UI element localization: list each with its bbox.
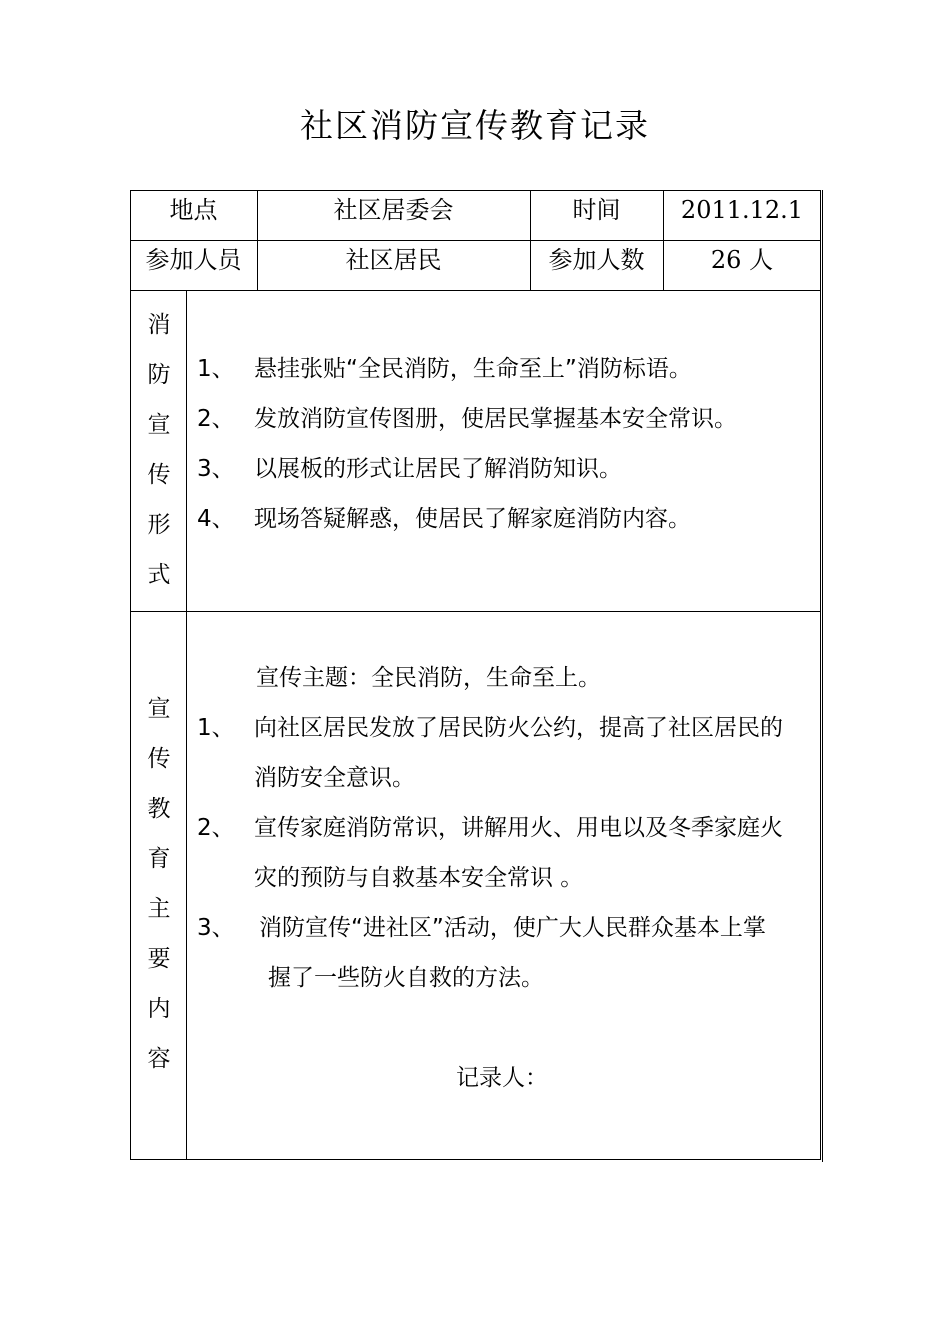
- location-label: 地点: [169, 196, 218, 224]
- forms-section-label: [131, 306, 187, 606]
- label-char: 式: [147, 562, 171, 588]
- list-item-line: 握了一些防火自救的方法。: [268, 965, 544, 991]
- label-char: 防: [147, 362, 171, 388]
- list-item-number: 2、: [197, 406, 235, 432]
- time-value: 2011.12.1: [680, 196, 804, 224]
- label-char: 形: [147, 512, 171, 538]
- participants-label: 参加人员: [145, 246, 242, 274]
- label-char: 宣: [147, 696, 171, 722]
- list-item-number: 3、: [197, 915, 235, 941]
- label-char: 传: [147, 746, 171, 772]
- list-item: 现场答疑解惑，使居民了解家庭消防内容。: [254, 506, 691, 532]
- row-divider: [130, 290, 821, 291]
- list-item-line: 消防安全意识。: [254, 765, 415, 791]
- location-value: 社区居委会: [333, 196, 454, 224]
- time-label: 时间: [572, 196, 621, 224]
- label-char: 容: [147, 1046, 171, 1072]
- count-value: 26 人: [710, 246, 774, 274]
- theme-line: 宣传主题：全民消防，生命至上。: [256, 665, 601, 691]
- label-char: 要: [147, 946, 171, 972]
- label-char: 主: [147, 896, 171, 922]
- list-item-line: 消防宣传“进社区”活动，使广大人民群众基本上掌: [259, 915, 766, 941]
- label-char: 内: [147, 996, 171, 1022]
- label-char: 传: [147, 462, 171, 488]
- list-item-number: 1、: [197, 715, 235, 741]
- list-item-number: 2、: [197, 815, 235, 841]
- list-item-line: 灾的预防与自救基本安全常识 。: [254, 865, 584, 891]
- row-divider: [130, 240, 821, 241]
- table-right-border: [822, 190, 823, 1162]
- list-item-number: 1、: [197, 356, 235, 382]
- page-title: 社区消防宣传教育记录: [300, 106, 650, 145]
- recorder-label: 记录人：: [456, 1065, 548, 1091]
- list-item: 以展板的形式让居民了解消防知识。: [254, 456, 622, 482]
- content-section-label: [131, 690, 187, 1090]
- list-item-line: 向社区居民发放了居民防火公约，提高了社区居民的: [254, 715, 783, 741]
- participants-value: 社区居民: [345, 246, 442, 274]
- label-char: 教: [147, 796, 171, 822]
- list-item-number: 4、: [197, 506, 235, 532]
- list-item-number: 3、: [197, 456, 235, 482]
- label-char: 宣: [147, 412, 171, 438]
- row-divider: [130, 611, 821, 612]
- list-item: 发放消防宣传图册，使居民掌握基本安全常识。: [254, 406, 737, 432]
- label-char: 育: [147, 846, 171, 872]
- count-label: 参加人数: [548, 246, 645, 274]
- list-item: 悬挂张贴“全民消防，生命至上”消防标语。: [254, 356, 692, 382]
- list-item-line: 宣传家庭消防常识，讲解用火、用电以及冬季家庭火: [254, 815, 783, 841]
- label-char: 消: [147, 312, 171, 338]
